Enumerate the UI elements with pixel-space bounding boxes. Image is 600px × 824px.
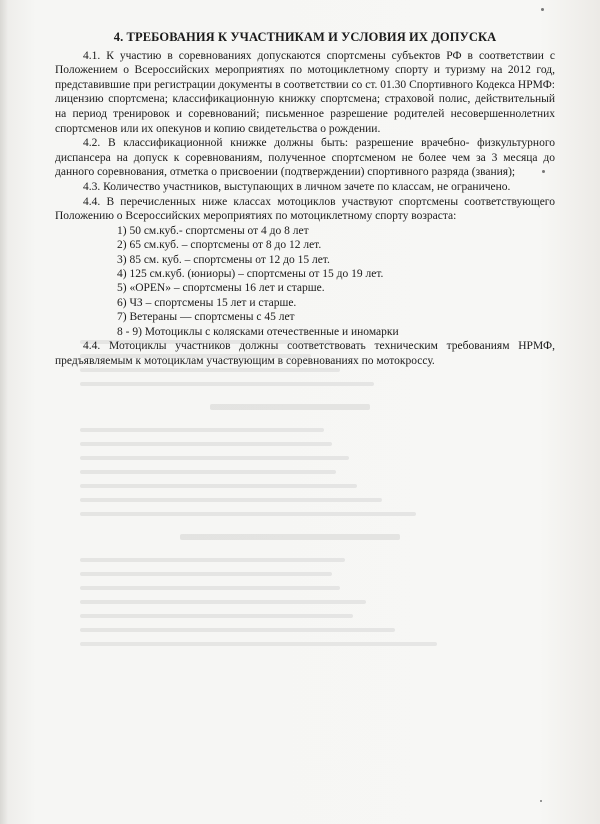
list-item: 1) 50 см.куб.- спортсмены от 4 до 8 лет: [117, 224, 309, 237]
scan-speck: [540, 800, 542, 802]
paragraph-4-4-technical: 4.4. Мотоциклы участников должны соответствовать техническим требованиям НРМФ, предъявляемым к мотоциклам участвующим в соревнованиях по мотокроссу.: [55, 339, 555, 367]
list-item: 5) «OPEN» – спортсмены 16 лет и старше.: [117, 282, 325, 295]
paragraph-4-3: 4.3. Количество участников, выступающих в личном зачете по классам, не ограничено.: [83, 180, 511, 193]
list-item: 7) Ветераны — спортсмены с 45 лет: [117, 311, 295, 324]
list-item: 2) 65 см.куб. – спортсмены от 8 до 12 лет.: [117, 239, 322, 252]
document-body: [55, 30, 555, 368]
paragraph-4-2: 4.2. В классификационной книжке должны быть: разрешение врачебно- физкультурного диспансера на допуск к соревнованиям, полученное спортсменом не более чем за 3 месяца до данного соревнования, отметка о присвоении (подтверждении) спортивного разряда (звания);: [55, 137, 555, 179]
paragraph-4-1: 4.1. К участию в соревнованиях допускаются спортсмены субъектов РФ в соответствии с Положением о Всероссийских мероприятиях по мотоциклетному спорту и туризму на 2012 год, представившие при регистрации документы в соответствии со ст. 01.30 Спортивного Кодекса НРМФ: лицензию спортсмена; классификационную книжку спортсмена; страховой полис, действительный на период тренировок и соревнований; письменное разрешение родителей несовершеннолетних спортсменов или их опекунов и копию свидетельства о рождении.: [55, 49, 555, 135]
bleed-through-text: [80, 330, 500, 770]
list-item: 4) 125 см.куб. (юниоры) – спортсмены от 15 до 19 лет.: [117, 267, 384, 280]
list-item: 6) ЧЗ – спортсмены 15 лет и старше.: [117, 296, 297, 309]
list-item: 8 - 9) Мотоциклы с колясками отечественные и иномарки: [117, 325, 399, 338]
list-item: 3) 85 см. куб. – спортсмены от 12 до 15 лет.: [117, 253, 330, 266]
scan-speck: [541, 8, 544, 11]
section-title: 4. ТРЕБОВАНИЯ К УЧАСТНИКАМ И УСЛОВИЯ ИХ ДОПУСКА: [113, 30, 497, 44]
motorcycle-classes-list: [55, 224, 555, 339]
paragraph-4-4-classes-intro: 4.4. В перечисленных ниже классах мотоциклов участвуют спортсмены соответствующего Положению о Всероссийских мероприятиях по мотоциклетному спорту возраста:: [55, 195, 555, 223]
